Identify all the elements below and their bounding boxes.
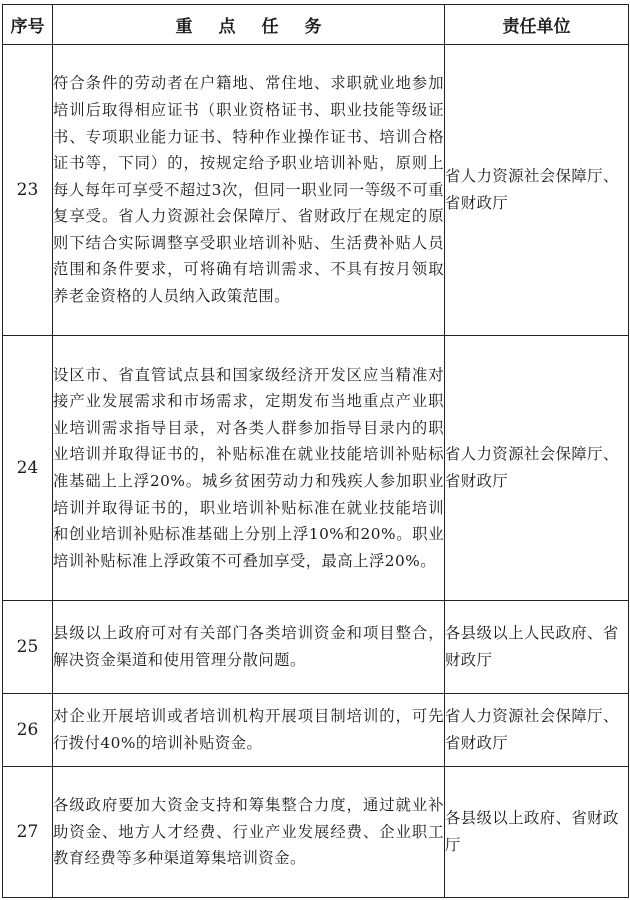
row-unit: 省人力资源社会保障厅、省财政厅	[445, 694, 629, 767]
table-header-row	[3, 5, 629, 45]
row-unit: 各县级以上政府、省财政厅	[445, 767, 629, 898]
header-index: 序号	[3, 5, 53, 45]
row-task: 符合条件的劳动者在户籍地、常住地、求职就业地参加培训后取得相应证书（职业资格证书、职业技能等级证书、专项职业能力证书、特种作业操作证书、培训合格证书等，下同）的，按规定给予职业培训补贴，原则上每人每年可享受不超过3次，但同一职业同一等级不可重复享受。省人力资源社会保障厅、省财政厅在规定的原则下结合实际调整享受职业培训补贴、生活费补贴人员范围和条件要求，可将确有培训需求、不具有按月领取养老金资格的人员纳入政策范围。	[53, 45, 445, 336]
task-responsibility-table	[2, 4, 629, 898]
row-unit: 各县级以上人民政府、省财政厅	[445, 601, 629, 694]
table-row	[3, 601, 629, 694]
header-task: 重点任务	[53, 5, 445, 45]
row-index: 23	[3, 45, 53, 336]
row-unit: 省人力资源社会保障厅、省财政厅	[445, 336, 629, 601]
row-index: 25	[3, 601, 53, 694]
table-row	[3, 694, 629, 767]
row-task: 对企业开展培训或者培训机构开展项目制培训的，可先行拨付40%的培训补贴资金。	[53, 694, 445, 767]
row-index: 27	[3, 767, 53, 898]
row-task: 县级以上政府可对有关部门各类培训资金和项目整合，解决资金渠道和使用管理分散问题。	[53, 601, 445, 694]
row-index: 26	[3, 694, 53, 767]
row-index: 24	[3, 336, 53, 601]
table-row	[3, 336, 629, 601]
table-row	[3, 45, 629, 336]
row-unit: 省人力资源社会保障厅、省财政厅	[445, 45, 629, 336]
table-row	[3, 767, 629, 898]
row-task: 各级政府要加大资金支持和筹集整合力度，通过就业补助资金、地方人才经费、行业产业发展经费、企业职工教育经费等多种渠道筹集培训资金。	[53, 767, 445, 898]
header-unit: 责任单位	[445, 5, 629, 45]
row-task: 设区市、省直管试点县和国家级经济开发区应当精准对接产业发展需求和市场需求，定期发布当地重点产业职业培训需求指导目录，对各类人群参加指导目录内的职业培训并取得证书的，补贴标准在就业技能培训补贴标准基础上上浮20%。城乡贫困劳动力和残疾人参加职业培训并取得证书的，职业培训补贴标准在就业技能培训和创业培训补贴标准基础上分别上浮10%和20%。职业培训补贴标准上浮政策不可叠加享受，最高上浮20%。	[53, 336, 445, 601]
